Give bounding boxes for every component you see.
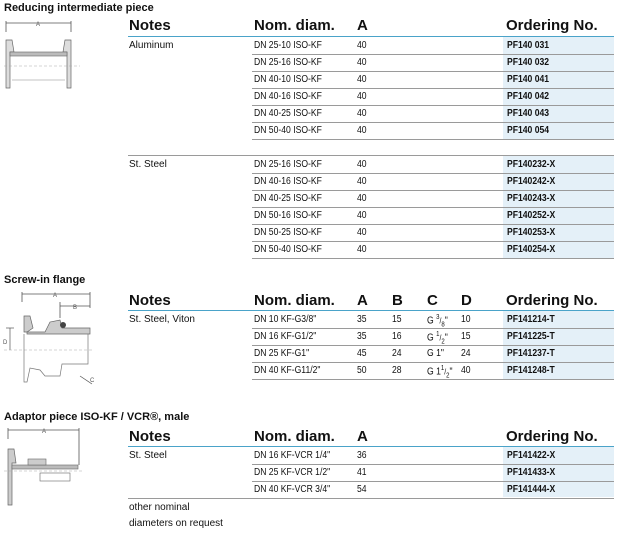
nom-diam-cell: DN 25-16 ISO-KF <box>254 159 322 170</box>
a-cell: 50 <box>357 365 367 376</box>
row-rule <box>252 88 614 89</box>
c-whole: G 1 <box>427 348 441 359</box>
group-end-rule <box>252 379 614 380</box>
row-rule <box>252 224 614 225</box>
row-rule <box>252 328 614 329</box>
nom-diam-cell: DN 16 KF-G1/2" <box>254 331 317 342</box>
nom-diam-cell: DN 40 KF-VCR 3/4" <box>254 484 331 495</box>
nom-diam-cell: DN 16 KF-VCR 1/4" <box>254 450 331 461</box>
a-cell: 40 <box>357 40 367 51</box>
nom-diam-cell: DN 25 KF-G1" <box>254 348 310 359</box>
ordering-no-cell: PF141237-T <box>507 348 555 359</box>
section-title-reducing: Reducing intermediate piece <box>4 2 154 14</box>
group-end-rule <box>252 139 614 140</box>
header-notes: Notes <box>129 292 171 309</box>
footnote-line: diameters on request <box>129 518 223 529</box>
ordering-no-cell: PF140254-X <box>507 244 556 255</box>
header-ordering-no: Ordering No. <box>506 428 598 445</box>
header-ordering-no: Ordering No. <box>506 292 598 309</box>
a-cell: 40 <box>357 244 367 255</box>
c-numerator: 1 <box>436 331 440 338</box>
c-slash: / <box>439 316 442 326</box>
c-whole: G <box>427 332 437 344</box>
header-b: B <box>392 292 403 309</box>
header-nom-diam: Nom. diam. <box>254 292 335 309</box>
a-cell: 40 <box>357 176 367 187</box>
a-cell: 40 <box>357 57 367 68</box>
a-cell: 40 <box>357 193 367 204</box>
dim-a-label: A <box>42 429 47 435</box>
header-a: A <box>357 428 368 445</box>
b-cell: 16 <box>392 331 402 342</box>
a-cell: 40 <box>357 125 367 136</box>
nom-diam-cell: DN 10 KF-G3/8" <box>254 314 317 325</box>
adaptor-piece-diagram <box>0 425 90 515</box>
nom-diam-cell: DN 40-25 ISO-KF <box>254 193 322 204</box>
a-cell: 35 <box>357 314 367 325</box>
d-cell: 10 <box>461 314 471 325</box>
nom-diam-cell: DN 40-16 ISO-KF <box>254 91 322 102</box>
c-numerator: 1 <box>440 365 445 372</box>
c-suffix: " <box>444 332 448 344</box>
nom-diam-cell: DN 40-10 ISO-KF <box>254 74 322 85</box>
nom-diam-cell: DN 40 KF-G11/2" <box>254 365 321 376</box>
group-end-rule <box>252 258 614 259</box>
c-slash: / <box>439 333 442 343</box>
row-rule <box>252 241 614 242</box>
ordering-no-cell: PF140 042 <box>507 91 550 102</box>
d-cell: 40 <box>461 365 471 376</box>
header-d: D <box>461 292 472 309</box>
c-denominator: 8 <box>441 321 445 329</box>
ordering-no-cell: PF140 041 <box>507 74 550 85</box>
nom-diam-cell: DN 50-40 ISO-KF <box>254 244 322 255</box>
row-rule <box>252 190 614 191</box>
dim-a-label: A <box>35 22 41 28</box>
nom-diam-cell: DN 25-10 ISO-KF <box>254 40 322 51</box>
a-cell: 35 <box>357 331 367 342</box>
row-rule <box>252 173 614 174</box>
row-rule <box>252 207 614 208</box>
ordering-no-cell: PF140 032 <box>507 57 550 68</box>
ordering-no-cell: PF140 043 <box>507 108 550 119</box>
c-cell <box>427 331 448 345</box>
a-cell: 36 <box>357 450 367 461</box>
dim-a-label: A <box>53 293 58 299</box>
header-ordering-no: Ordering No. <box>506 17 598 34</box>
c-numerator: 3 <box>436 314 440 321</box>
nom-diam-cell: DN 40-25 ISO-KF <box>254 108 322 119</box>
row-rule <box>252 71 614 72</box>
header-nom-diam: Nom. diam. <box>254 428 335 445</box>
row-rule <box>252 105 614 106</box>
row-rule <box>252 362 614 363</box>
a-cell: 40 <box>357 159 367 170</box>
a-cell: 41 <box>357 467 367 478</box>
nom-diam-cell: DN 25 KF-VCR 1/2" <box>254 467 331 478</box>
header-nom-diam: Nom. diam. <box>254 17 335 34</box>
ordering-no-cell: PF141225-T <box>507 331 555 342</box>
a-cell: 40 <box>357 108 367 119</box>
c-cell <box>427 365 453 379</box>
ordering-no-cell: PF140242-X <box>507 176 556 187</box>
c-suffix: " <box>444 315 448 327</box>
d-cell: 24 <box>461 348 471 359</box>
b-cell: 15 <box>392 314 402 325</box>
c-cell <box>427 348 444 359</box>
c-suffix: " <box>440 348 444 359</box>
a-cell: 40 <box>357 210 367 221</box>
row-rule <box>252 345 614 346</box>
row-rule <box>252 481 614 482</box>
header-notes: Notes <box>129 17 171 34</box>
nom-diam-cell: DN 25-16 ISO-KF <box>254 57 322 68</box>
group-note: St. Steel, Viton <box>129 314 195 325</box>
a-cell: 40 <box>357 227 367 238</box>
section-title-screw-in: Screw-in flange <box>4 274 86 286</box>
b-cell: 24 <box>392 348 402 359</box>
ordering-no-cell: PF140243-X <box>507 193 556 204</box>
row-rule <box>252 122 614 123</box>
header-a: A <box>357 17 368 34</box>
row-rule <box>252 464 614 465</box>
ordering-no-cell: PF141248-T <box>507 365 555 376</box>
screw-in-flange-diagram <box>0 288 110 388</box>
table-end-rule <box>128 498 614 499</box>
nom-diam-cell: DN 50-25 ISO-KF <box>254 227 322 238</box>
ordering-no-cell: PF141444-X <box>507 484 556 495</box>
group-note: St. Steel <box>129 159 167 170</box>
c-cell <box>427 314 448 328</box>
dim-d-label: D <box>3 340 8 346</box>
ordering-no-cell: PF140252-X <box>507 210 556 221</box>
dim-b-label: B <box>73 305 78 311</box>
ordering-no-cell: PF140232-X <box>507 159 556 170</box>
a-cell: 54 <box>357 484 367 495</box>
c-denominator: 2 <box>446 372 450 380</box>
c-denominator: 2 <box>441 338 445 346</box>
nom-diam-cell: DN 50-40 ISO-KF <box>254 125 322 136</box>
ordering-no-cell: PF140 054 <box>507 125 550 136</box>
nom-diam-cell: DN 40-16 ISO-KF <box>254 176 322 187</box>
ordering-no-cell: PF140 031 <box>507 40 550 51</box>
dim-c-label: C <box>90 378 95 384</box>
a-cell: 45 <box>357 348 367 359</box>
c-whole: G <box>427 315 437 327</box>
ordering-no-cell: PF141214-T <box>507 314 555 325</box>
row-rule <box>252 54 614 55</box>
group-note: St. Steel <box>129 450 167 461</box>
header-notes: Notes <box>129 428 171 445</box>
b-cell: 28 <box>392 365 402 376</box>
a-cell: 40 <box>357 74 367 85</box>
reducing-piece-diagram <box>0 18 90 98</box>
header-c: C <box>427 292 438 309</box>
section-title-adaptor: Adaptor piece ISO-KF / VCR®, male <box>4 411 190 423</box>
a-cell: 40 <box>357 91 367 102</box>
c-whole: G 1 <box>427 366 441 378</box>
footnote-line: other nominal <box>129 502 190 513</box>
ordering-no-cell: PF141422-X <box>507 450 556 461</box>
ordering-no-cell: PF140253-X <box>507 227 556 238</box>
c-suffix: " <box>449 366 453 378</box>
header-a: A <box>357 292 368 309</box>
d-cell: 15 <box>461 331 471 342</box>
group-note: Aluminum <box>129 40 174 51</box>
nom-diam-cell: DN 50-16 ISO-KF <box>254 210 322 221</box>
group-divider-rule <box>128 155 614 156</box>
ordering-no-cell: PF141433-X <box>507 467 556 478</box>
c-slash: / <box>444 367 447 377</box>
